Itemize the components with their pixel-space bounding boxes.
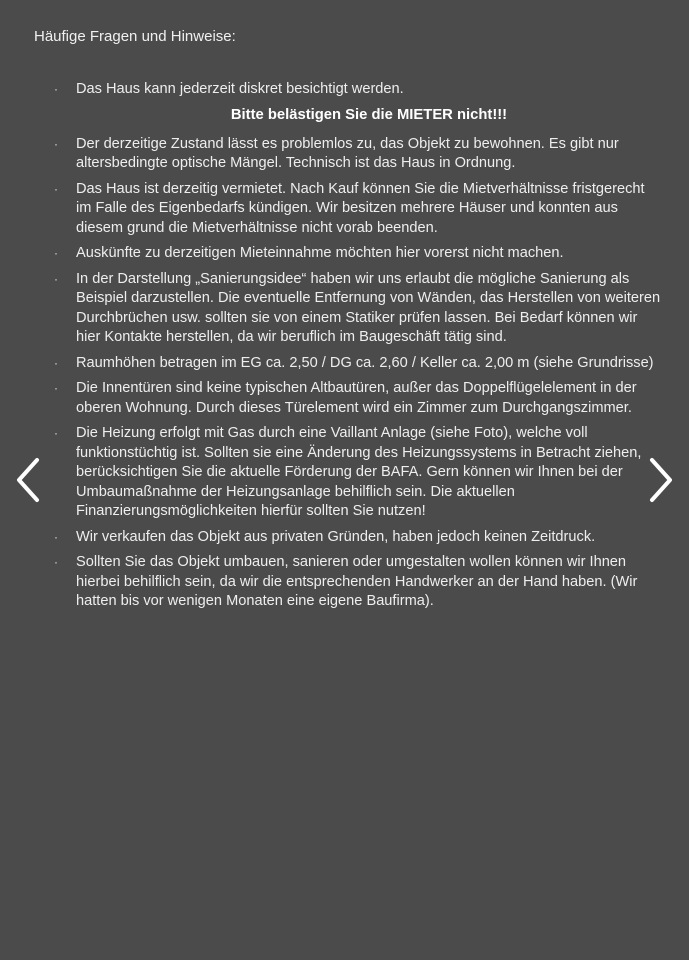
bullet-icon: · — [54, 381, 58, 395]
list-item-text: In der Darstellung „Sanierungsidee“ haben wir uns erlaubt die mögliche Sanierung als Beispiel darzustellen. Die eventuelle Entfernung von Wänden, das Herstellen von weiteren Durchbrüchen usw. sollten sie von einem Statiker prüfen lassen. Bei Bedarf können wir hier Kontakte herstellen, da wir beruflich im Baugeschäft tätig sind. — [76, 270, 661, 345]
previous-image-button[interactable] — [8, 452, 48, 508]
list-item-text: Wir verkaufen das Objekt aus privaten Gründen, haben jedoch keinen Zeitdruck. — [76, 528, 596, 545]
bullet-icon: · — [54, 529, 58, 544]
list-item — [52, 424, 662, 522]
list-item — [52, 80, 662, 100]
list-item — [52, 270, 662, 348]
list-item-text: Die Innentüren sind keine typischen Altbautüren, außer das Doppelflügelelement in der oberen Wohnung. Durch dieses Türelement wird ein Zimmer zum Durchgangszimmer. — [76, 380, 637, 416]
list-item-text: Sollten Sie das Objekt umbauen, sanieren oder umgestalten wollen können wir Ihnen hierbei behilflich sein, da wir die entsprechenden Handwerker an der Hand haben. (Wir hatten bis vor wenigen Monaten eine eigene Baufirma). — [76, 554, 638, 609]
list-item-text: Auskünfte zu derzeitigen Mieteinnahme möchten hier vorerst nicht machen. — [76, 245, 564, 261]
chevron-right-icon — [646, 456, 676, 504]
next-image-button[interactable] — [641, 452, 681, 508]
list-item-text: Der derzeitige Zustand lässt es problemlos zu, das Objekt zu bewohnen. Es gibt nur altersbedingte optische Mängel. Technisch ist das Haus in Ordnung. — [76, 135, 619, 171]
chevron-left-icon — [13, 456, 43, 504]
list-item — [52, 354, 662, 374]
list-item — [52, 135, 662, 174]
list-item — [52, 379, 662, 418]
list-item — [52, 244, 662, 264]
bullet-icon: · — [54, 426, 58, 440]
page-heading: Häufige Fragen und Hinweise: — [34, 28, 236, 45]
bullet-icon: · — [54, 82, 58, 96]
bullet-icon: · — [54, 555, 58, 569]
notice-text: Bitte belästigen Sie die MIETER nicht!!! — [230, 106, 508, 123]
bullet-icon: · — [54, 355, 58, 370]
list-item-text: Raumhöhen betragen im EG ca. 2,50 / DG ca. 2,60 / Keller ca. 2,00 m (siehe Grundrisse) — [76, 354, 654, 371]
bullet-icon: · — [54, 271, 58, 286]
faq-list — [52, 80, 662, 618]
list-item — [52, 180, 662, 239]
list-item-text: Die Heizung erfolgt mit Gas durch eine Vaillant Anlage (siehe Foto), welche voll funktionstüchtig ist. Sollten sie eine Änderung des Heizungssystems in Betracht ziehen, berücksichtigen Sie die aktuelle Förderung der BAFA. Gern können wir Ihnen bei der Umbaumaßnahme der Heizungsanlage behilflich sein. Die aktuellen Finanzierungsmöglichkeiten hierfür sollten Sie nutzen! — [76, 425, 642, 519]
bullet-icon: · — [54, 246, 58, 260]
list-item-text: Das Haus kann jederzeit diskret besichtigt werden. — [76, 81, 404, 97]
list-item — [52, 528, 662, 548]
bullet-icon: · — [54, 181, 58, 196]
bullet-icon: · — [54, 136, 58, 151]
list-item-text: Das Haus ist derzeitig vermietet. Nach Kauf können Sie die Mietverhältnisse fristgerecht im Falle des Eigenbedarfs kündigen. Wir besitzen mehrere Häuser und konnten aus diesem grund die Mietverhältnisse nicht vorab beenden. — [76, 180, 645, 236]
list-item — [52, 553, 662, 612]
